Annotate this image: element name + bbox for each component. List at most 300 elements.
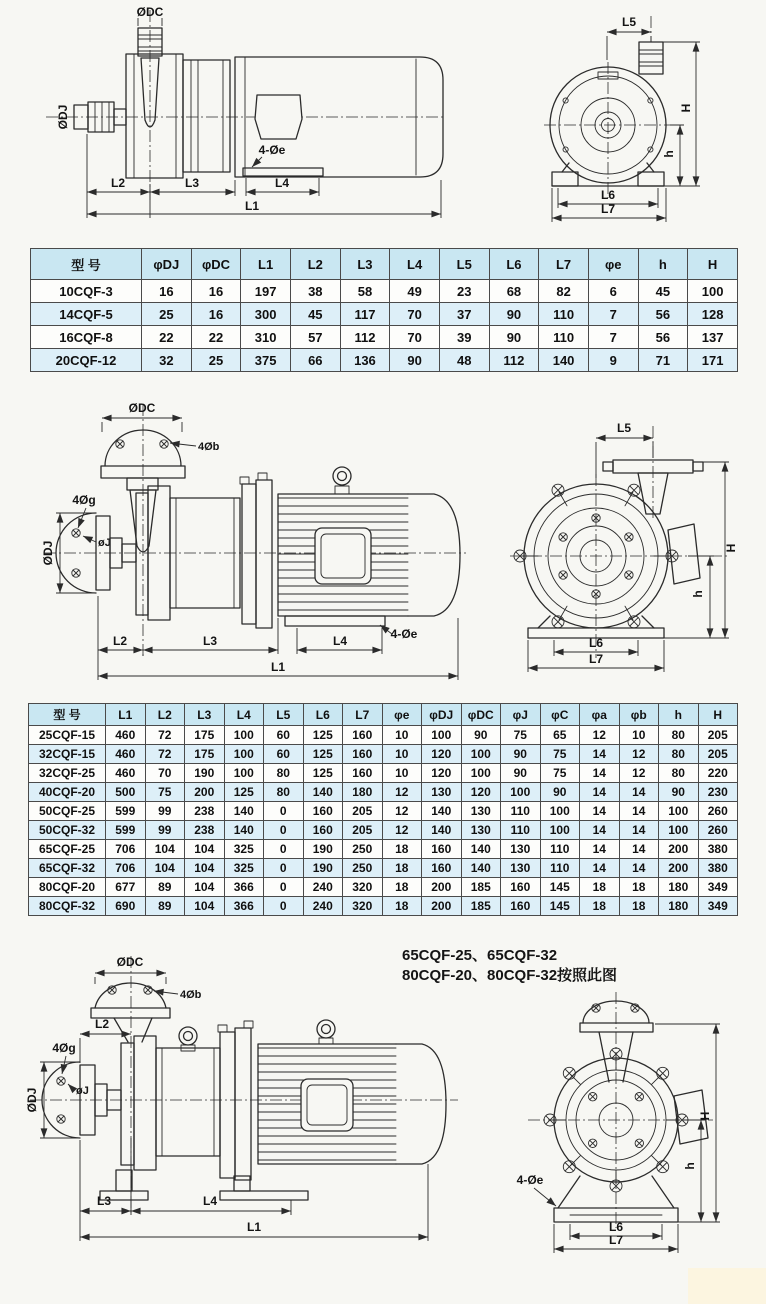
value-cell: 110	[501, 802, 541, 821]
value-cell: 238	[185, 802, 225, 821]
scan-corner-patch	[688, 1268, 766, 1304]
value-cell: 82	[539, 280, 589, 303]
value-cell: 125	[303, 764, 343, 783]
value-cell: 185	[461, 897, 501, 916]
value-cell: 32	[142, 349, 192, 372]
value-cell: 104	[185, 840, 225, 859]
value-cell: 104	[145, 859, 185, 878]
value-cell: 160	[343, 745, 383, 764]
value-cell: 140	[224, 802, 264, 821]
l1-label: L1	[246, 1220, 262, 1234]
drawing-medium-pump-front-view	[488, 418, 764, 680]
column-header: L5	[439, 249, 489, 280]
value-cell: 56	[638, 303, 688, 326]
value-cell: 14	[619, 821, 659, 840]
l4-label: L4	[274, 176, 290, 190]
value-cell: 104	[145, 840, 185, 859]
note-line2: 80CQF-20、80CQF-32按照此图	[402, 967, 618, 984]
value-cell: 380	[698, 859, 738, 878]
value-cell: 18	[382, 878, 422, 897]
front-pedestal	[116, 1170, 132, 1191]
value-cell: 72	[145, 726, 185, 745]
l7-label: L7	[608, 1233, 624, 1247]
l5-label: L5	[616, 421, 632, 435]
column-header: φe	[382, 704, 422, 726]
value-cell: 80	[264, 783, 304, 802]
value-cell: 14	[619, 802, 659, 821]
value-cell: 160	[501, 897, 541, 916]
value-cell: 25	[191, 349, 241, 372]
column-header: φa	[580, 704, 620, 726]
model-cell: 14CQF-5	[31, 303, 142, 326]
left-foot	[552, 172, 578, 186]
model-cell: 80CQF-20	[29, 878, 106, 897]
value-cell: 68	[489, 280, 539, 303]
value-cell: 145	[540, 878, 580, 897]
value-cell: 104	[185, 897, 225, 916]
l6-label: L6	[588, 636, 604, 650]
value-cell: 100	[540, 802, 580, 821]
value-cell: 60	[264, 726, 304, 745]
right-foot	[638, 172, 664, 186]
dimension-table-small-pumps	[30, 248, 738, 372]
casing-flange	[136, 493, 148, 615]
column-header: L6	[303, 704, 343, 726]
value-cell: 7	[588, 326, 638, 349]
value-cell: 104	[185, 859, 225, 878]
motor-nameplate	[255, 95, 302, 139]
motor-foot	[285, 616, 385, 626]
value-cell: 80	[659, 745, 699, 764]
value-cell: 104	[185, 878, 225, 897]
value-cell: 120	[422, 745, 462, 764]
column-header: 型 号	[29, 704, 106, 726]
dj-label: ØDJ	[25, 1087, 39, 1113]
value-cell: 90	[501, 745, 541, 764]
value-cell: 100	[688, 280, 738, 303]
value-cell: 14	[580, 821, 620, 840]
column-header: L1	[106, 704, 146, 726]
value-cell: 100	[461, 745, 501, 764]
value-cell: 0	[264, 897, 304, 916]
column-header: L7	[539, 249, 589, 280]
pump-lifting-eye	[179, 1027, 197, 1045]
column-header: h	[638, 249, 688, 280]
value-cell: 0	[264, 859, 304, 878]
value-cell: 100	[501, 783, 541, 802]
value-cell: 205	[698, 745, 738, 764]
value-cell: 110	[501, 821, 541, 840]
value-cell: 89	[145, 878, 185, 897]
motor-plate	[301, 1079, 353, 1131]
table-row	[29, 745, 738, 764]
model-cell: 10CQF-3	[31, 280, 142, 303]
drawing-medium-pump-side-view	[30, 398, 470, 690]
l2-label: L2	[112, 634, 128, 648]
column-header: L4	[390, 249, 440, 280]
value-cell: 160	[343, 764, 383, 783]
column-header: φDC	[461, 704, 501, 726]
value-cell: 366	[224, 897, 264, 916]
value-cell: 66	[290, 349, 340, 372]
l3-label: L3	[96, 1194, 112, 1208]
value-cell: 72	[145, 745, 185, 764]
value-cell: 100	[422, 726, 462, 745]
value-cell: 599	[106, 821, 146, 840]
value-cell: 14	[580, 745, 620, 764]
value-cell: 137	[688, 326, 738, 349]
h-center-label: h	[683, 1162, 697, 1170]
value-cell: 230	[698, 783, 738, 802]
value-cell: 14	[619, 840, 659, 859]
value-cell: 18	[382, 897, 422, 916]
l7-label: L7	[600, 202, 616, 216]
value-cell: 70	[390, 326, 440, 349]
value-cell: 16	[191, 280, 241, 303]
table-row	[29, 726, 738, 745]
value-cell: 300	[241, 303, 291, 326]
value-cell: 14	[580, 802, 620, 821]
column-header: L2	[290, 249, 340, 280]
value-cell: 110	[539, 303, 589, 326]
value-cell: 160	[343, 726, 383, 745]
value-cell: 238	[185, 821, 225, 840]
column-header: L4	[224, 704, 264, 726]
motor-end-cap	[408, 494, 460, 616]
value-cell: 112	[489, 349, 539, 372]
value-cell: 175	[185, 726, 225, 745]
value-cell: 180	[659, 878, 699, 897]
value-cell: 89	[145, 897, 185, 916]
value-cell: 320	[343, 897, 383, 916]
drawing-small-pump-front-view	[520, 8, 766, 236]
drawing-large-pump-front-view	[498, 988, 764, 1298]
value-cell: 599	[106, 802, 146, 821]
value-cell: 366	[224, 878, 264, 897]
value-cell: 120	[422, 764, 462, 783]
value-cell: 75	[501, 726, 541, 745]
model-cell: 32CQF-25	[29, 764, 106, 783]
column-header: L1	[241, 249, 291, 280]
suction-bolt-label: 4Øg	[52, 1041, 76, 1055]
value-cell: 160	[303, 802, 343, 821]
value-cell: 120	[461, 783, 501, 802]
side-box	[668, 524, 700, 584]
value-cell: 100	[461, 764, 501, 783]
column-header: L2	[145, 704, 185, 726]
column-header: L3	[185, 704, 225, 726]
note-line1: 65CQF-25、65CQF-32	[402, 947, 558, 964]
h-total-label: H	[698, 1111, 712, 1121]
value-cell: 90	[489, 303, 539, 326]
dj-label: ØDJ	[41, 540, 55, 566]
discharge-neck	[114, 1018, 152, 1042]
dc-label: ØDC	[128, 401, 156, 415]
value-cell: 200	[659, 859, 699, 878]
value-cell: 16	[142, 280, 192, 303]
value-cell: 460	[106, 764, 146, 783]
column-header: h	[659, 704, 699, 726]
table-row	[31, 303, 738, 326]
value-cell: 380	[698, 840, 738, 859]
table-row	[29, 764, 738, 783]
value-cell: 205	[343, 821, 383, 840]
value-cell: 48	[439, 349, 489, 372]
h-center-label: h	[691, 590, 705, 598]
value-cell: 14	[580, 764, 620, 783]
value-cell: 128	[688, 303, 738, 326]
model-cell: 65CQF-25	[29, 840, 106, 859]
value-cell: 90	[390, 349, 440, 372]
dc-label: ØDC	[136, 5, 164, 19]
value-cell: 18	[382, 859, 422, 878]
drawing-large-pump-side-view	[18, 948, 463, 1253]
value-cell: 190	[303, 859, 343, 878]
value-cell: 260	[698, 821, 738, 840]
j-label: øJ	[76, 1085, 89, 1097]
value-cell: 12	[382, 802, 422, 821]
l7-label: L7	[588, 652, 604, 666]
value-cell: 16	[191, 303, 241, 326]
table-row	[29, 802, 738, 821]
value-cell: 10	[382, 745, 422, 764]
l3-label: L3	[202, 634, 218, 648]
value-cell: 140	[461, 840, 501, 859]
value-cell: 14	[619, 859, 659, 878]
l5-label: L5	[621, 15, 637, 29]
casing-flange	[121, 1043, 134, 1165]
value-cell: 45	[290, 303, 340, 326]
value-cell: 200	[422, 878, 462, 897]
value-cell: 100	[540, 821, 580, 840]
value-cell: 65	[540, 726, 580, 745]
table-row	[29, 821, 738, 840]
value-cell: 160	[422, 859, 462, 878]
value-cell: 14	[619, 783, 659, 802]
value-cell: 140	[224, 821, 264, 840]
value-cell: 250	[343, 840, 383, 859]
rear-pedestal	[234, 1176, 250, 1191]
value-cell: 240	[303, 878, 343, 897]
value-cell: 23	[439, 280, 489, 303]
column-header: φb	[619, 704, 659, 726]
motor-lifting-eye	[317, 1020, 335, 1038]
value-cell: 130	[422, 783, 462, 802]
column-header: H	[688, 249, 738, 280]
value-cell: 140	[422, 821, 462, 840]
value-cell: 125	[303, 745, 343, 764]
value-cell: 205	[698, 726, 738, 745]
h-total-label: H	[724, 543, 738, 553]
value-cell: 9	[588, 349, 638, 372]
value-cell: 12	[619, 764, 659, 783]
value-cell: 99	[145, 821, 185, 840]
l4-label: L4	[202, 1194, 218, 1208]
h-total-label: H	[679, 103, 693, 113]
value-cell: 140	[539, 349, 589, 372]
column-header: φJ	[501, 704, 541, 726]
value-cell: 6	[588, 280, 638, 303]
table-row	[29, 783, 738, 802]
value-cell: 205	[343, 802, 383, 821]
value-cell: 260	[698, 802, 738, 821]
value-cell: 75	[145, 783, 185, 802]
table-row	[29, 859, 738, 878]
value-cell: 460	[106, 726, 146, 745]
value-cell: 75	[540, 764, 580, 783]
value-cell: 100	[224, 726, 264, 745]
column-header: L5	[264, 704, 304, 726]
value-cell: 100	[659, 821, 699, 840]
value-cell: 175	[185, 745, 225, 764]
model-cell: 16CQF-8	[31, 326, 142, 349]
value-cell: 130	[501, 840, 541, 859]
value-cell: 14	[580, 859, 620, 878]
j-label: øJ	[98, 537, 111, 549]
column-header: L3	[340, 249, 390, 280]
column-header: φDJ	[142, 249, 192, 280]
value-cell: 140	[422, 802, 462, 821]
h-center-label: h	[662, 150, 676, 158]
table-row	[29, 840, 738, 859]
value-cell: 310	[241, 326, 291, 349]
l6-label: L6	[600, 188, 616, 202]
discharge-pipe	[639, 42, 663, 74]
value-cell: 0	[264, 878, 304, 897]
model-cell: 50CQF-25	[29, 802, 106, 821]
dj-label: ØDJ	[56, 104, 70, 130]
flange-bolt-label: 4Øb	[198, 441, 220, 453]
value-cell: 90	[489, 326, 539, 349]
value-cell: 160	[422, 840, 462, 859]
value-cell: 12	[382, 821, 422, 840]
column-header: L7	[343, 704, 383, 726]
value-cell: 0	[264, 840, 304, 859]
bolt-hole-label: 4-Øe	[390, 627, 418, 641]
value-cell: 130	[461, 802, 501, 821]
value-cell: 100	[224, 745, 264, 764]
value-cell: 100	[224, 764, 264, 783]
value-cell: 160	[501, 878, 541, 897]
column-header: 型 号	[31, 249, 142, 280]
pump-casing	[126, 54, 183, 178]
value-cell: 80	[659, 726, 699, 745]
value-cell: 80	[659, 764, 699, 783]
value-cell: 49	[390, 280, 440, 303]
column-header: φDC	[191, 249, 241, 280]
table-row	[29, 878, 738, 897]
value-cell: 90	[540, 783, 580, 802]
value-cell: 57	[290, 326, 340, 349]
value-cell: 110	[539, 326, 589, 349]
bolt-hole-label: 4-Øe	[516, 1173, 544, 1187]
l2-label: L2	[94, 1017, 110, 1031]
value-cell: 250	[343, 859, 383, 878]
value-cell: 220	[698, 764, 738, 783]
value-cell: 140	[303, 783, 343, 802]
value-cell: 75	[540, 745, 580, 764]
value-cell: 171	[688, 349, 738, 372]
value-cell: 14	[580, 840, 620, 859]
value-cell: 130	[461, 821, 501, 840]
column-header: φC	[540, 704, 580, 726]
model-cell: 32CQF-15	[29, 745, 106, 764]
value-cell: 325	[224, 859, 264, 878]
value-cell: 37	[439, 303, 489, 326]
value-cell: 58	[340, 280, 390, 303]
value-cell: 18	[619, 897, 659, 916]
model-cell: 65CQF-32	[29, 859, 106, 878]
value-cell: 90	[501, 764, 541, 783]
value-cell: 349	[698, 878, 738, 897]
column-header: H	[698, 704, 738, 726]
value-cell: 136	[340, 349, 390, 372]
value-cell: 7	[588, 303, 638, 326]
column-header: L6	[489, 249, 539, 280]
value-cell: 18	[580, 878, 620, 897]
value-cell: 10	[382, 764, 422, 783]
value-cell: 0	[264, 802, 304, 821]
value-cell: 70	[390, 303, 440, 326]
value-cell: 0	[264, 821, 304, 840]
lantern-bracket	[242, 484, 256, 624]
value-cell: 130	[501, 859, 541, 878]
value-cell: 14	[580, 783, 620, 802]
value-cell: 18	[580, 897, 620, 916]
value-cell: 90	[461, 726, 501, 745]
value-cell: 10	[382, 726, 422, 745]
value-cell: 70	[145, 764, 185, 783]
value-cell: 12	[580, 726, 620, 745]
bolt-hole-label: 4-Øe	[258, 143, 286, 157]
magnet-barrel	[156, 1048, 220, 1156]
discharge-flange-dome	[95, 983, 166, 1008]
value-cell: 22	[142, 326, 192, 349]
value-cell: 460	[106, 745, 146, 764]
value-cell: 25	[142, 303, 192, 326]
value-cell: 39	[439, 326, 489, 349]
dc-label: ØDC	[116, 955, 144, 969]
value-cell: 110	[540, 859, 580, 878]
value-cell: 80	[264, 764, 304, 783]
flange-bolt-label: 4Øb	[180, 989, 202, 1001]
value-cell: 180	[343, 783, 383, 802]
value-cell: 197	[241, 280, 291, 303]
value-cell: 99	[145, 802, 185, 821]
l3-label: L3	[184, 176, 200, 190]
model-cell: 80CQF-32	[29, 897, 106, 916]
value-cell: 145	[540, 897, 580, 916]
value-cell: 349	[698, 897, 738, 916]
value-cell: 200	[659, 840, 699, 859]
l1-label: L1	[244, 199, 260, 213]
value-cell: 56	[638, 326, 688, 349]
value-cell: 125	[303, 726, 343, 745]
table-row	[31, 280, 738, 303]
value-cell: 110	[540, 840, 580, 859]
value-cell: 160	[303, 821, 343, 840]
value-cell: 185	[461, 878, 501, 897]
value-cell: 190	[303, 840, 343, 859]
motor-foot	[243, 168, 323, 176]
value-cell: 18	[619, 878, 659, 897]
column-header: φe	[588, 249, 638, 280]
table-row	[31, 326, 738, 349]
l2-label: L2	[110, 176, 126, 190]
table-row	[29, 897, 738, 916]
motor-plate	[315, 528, 371, 584]
lantern-bracket	[220, 1032, 235, 1178]
